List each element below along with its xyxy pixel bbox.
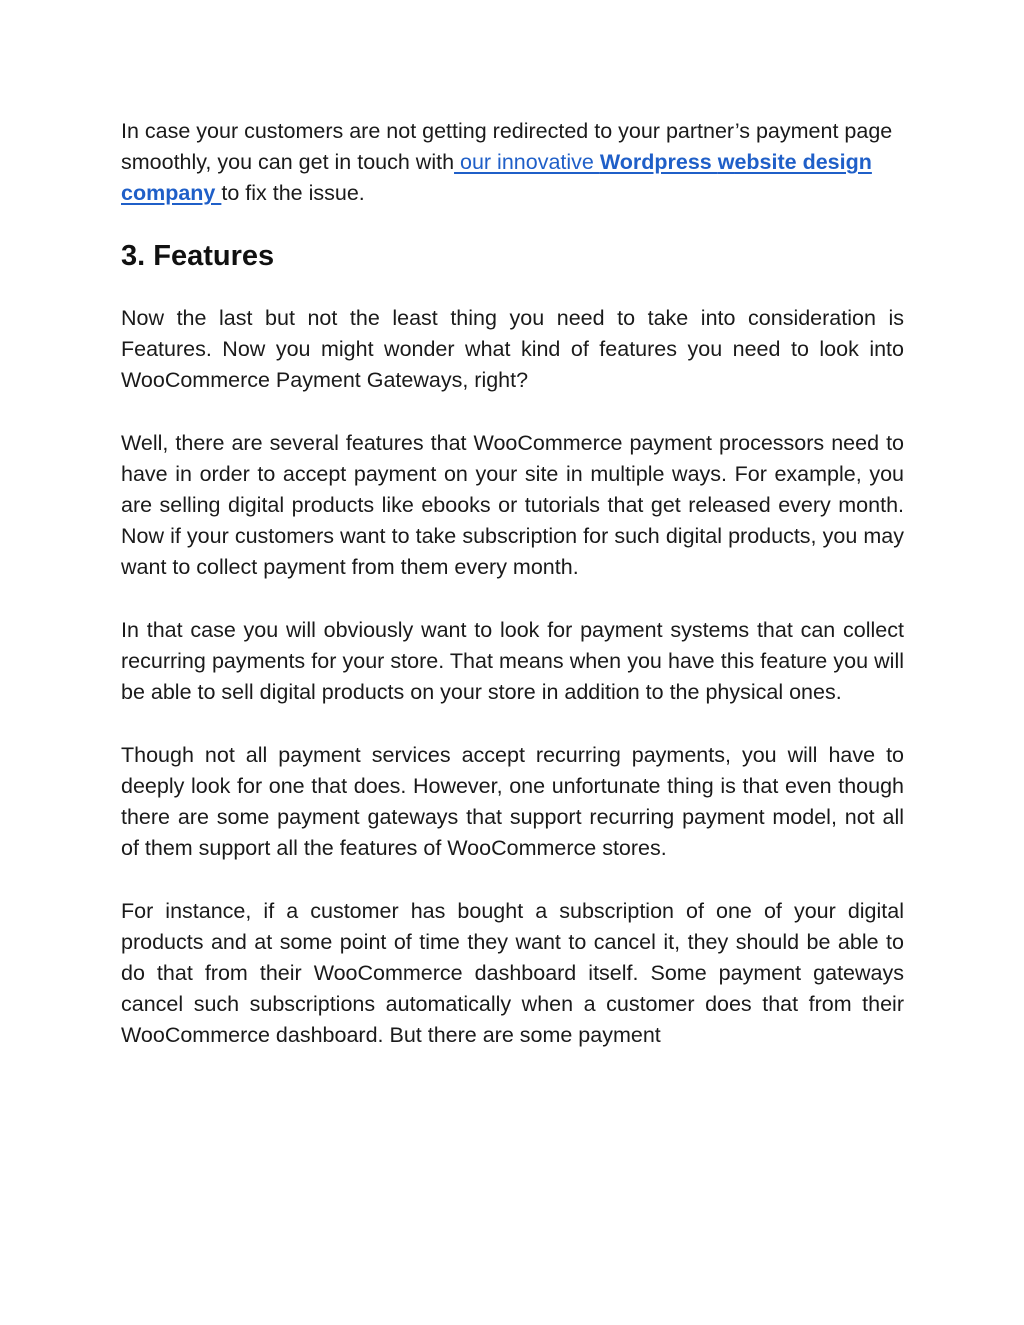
section-heading: 3. Features [121, 240, 275, 272]
document-page [121, 116, 904, 1051]
intro-text-after: to fix the issue. [221, 181, 365, 205]
company-link-bold-3: ebsite design company [121, 150, 872, 205]
paragraph-cancel-subscription: For instance, if a customer has bought a subscription of one of your digital products and at some point of time they want to cancel it, they should be able to do that from their WooCommerce dashboard itself. Some payment gateways cancel such subscriptions automatically when a customer does that from their WooCommerce dashboard. But there are some payment [121, 899, 904, 1047]
paragraph-support-limits: Though not all payment services accept recurring payments, you will have to deeply look for one that does. However, one unfortunate thing is that even though there are some payment gateways that support recurring payment model, not all of them support all the features of WooCommerce stores. [121, 743, 904, 860]
intro-paragraph [121, 116, 904, 209]
intro-text-before: In case your customers are not getting redirected to your partner’s payment page smoothly, you can get in touch with [121, 119, 893, 174]
paragraph-features-intro: Now the last but not the least thing you need to take into consideration is Features. Now you might wonder what kind of features you need to look into WooCommerce Payment Gateways, right? [121, 306, 904, 392]
paragraph-recurring-payments: In that case you will obviously want to look for payment systems that can collect recurring payments for your store. That means when you have this feature you will be able to sell digital products on your store in addition to the physical ones. [121, 618, 904, 704]
company-link-bold-2: w [717, 150, 735, 174]
company-link-bold-1: Wordpress [599, 150, 718, 174]
company-link-plain: our innovative [454, 150, 600, 174]
paragraph-features-examples: Well, there are several features that WooCommerce payment processors need to have in order to accept payment on your site in multiple ways. For example, you are selling digital products like ebooks or tutorials that get released every month. Now if your customers want to take subscription for such digital products, you may want to collect payment from them every month. [121, 431, 904, 579]
